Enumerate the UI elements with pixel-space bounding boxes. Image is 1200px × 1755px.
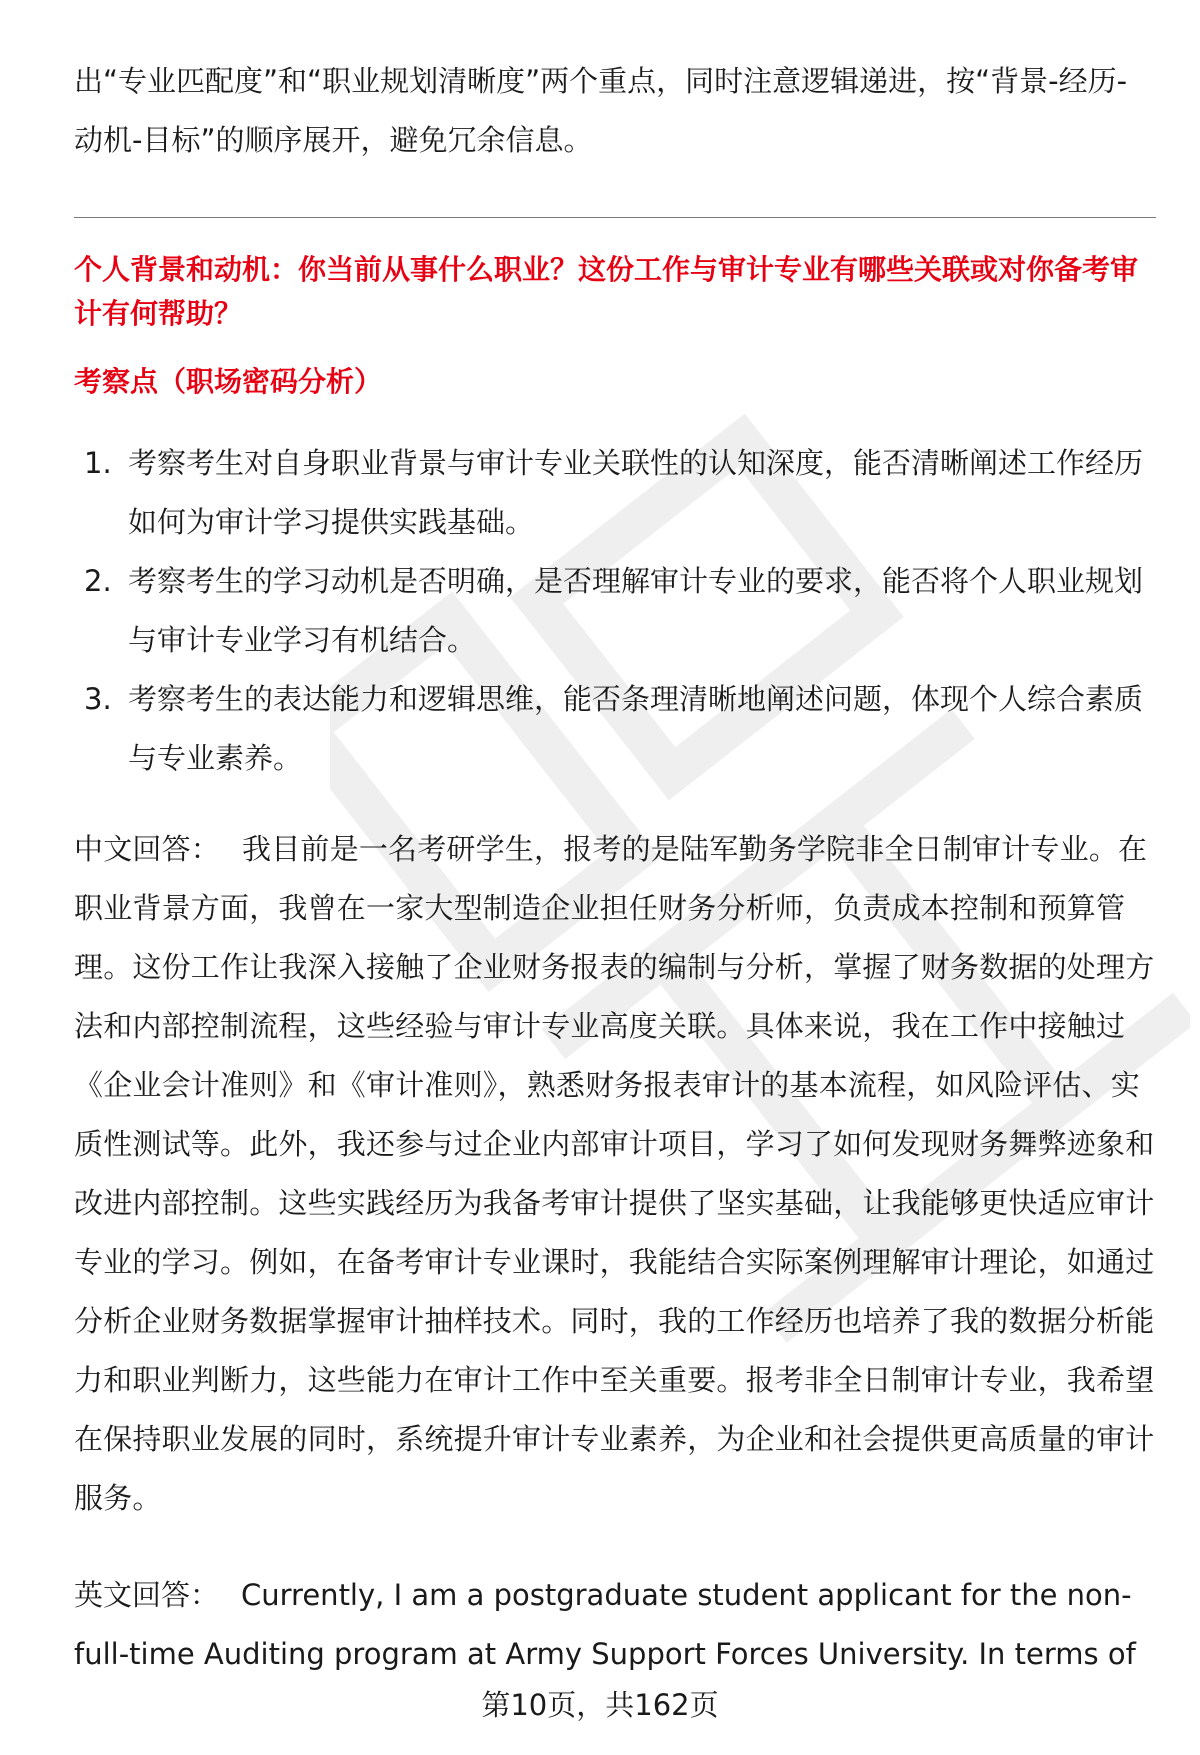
assessment-subheading: 考察点（职场密码分析）	[74, 365, 383, 398]
english-answer	[74, 1566, 1160, 1684]
question-heading: 个人背景和动机：你当前从事什么职业？这份工作与审计专业有哪些关联或对你备考审计有何帮助？	[74, 253, 1139, 330]
list-item-text: 考察考生的表达能力和逻辑思维，能否条理清晰地阐述问题，体现个人综合素质与专业素养。	[128, 682, 1144, 775]
list-item-number: 3.	[84, 682, 112, 716]
list-item-text: 考察考生对自身职业背景与审计专业关联性的认知深度，能否清晰阐述工作经历如何为审计学习提供实践基础。	[128, 446, 1144, 539]
list-item	[74, 552, 1160, 670]
chinese-answer	[74, 820, 1160, 1528]
list-item	[74, 670, 1160, 788]
chinese-answer-text: 我目前是一名考研学生，报考的是陆军勤务学院非全日制审计专业。在职业背景方面，我曾在一家大型制造企业担任财务分析师，负责成本控制和预算管理。这份工作让我深入接触了企业财务报表的编制与分析，掌握了财务数据的处理方法和内部控制流程，这些经验与审计专业高度关联。具体来说，我在工作中接触过《企业会计准则》和《审计准则》，熟悉财务报表审计的基本流程，如风险评估、实质性测试等。此外，我还参与过企业内部审计项目，学习了如何发现财务舞弊迹象和改进内部控制。这些实践经历为我备考审计提供了坚实基础，让我能够更快适应审计专业的学习。例如，在备考审计专业课时，我能结合实际案例理解审计理论，如通过分析企业财务数据掌握审计抽样技术。同时，我的工作经历也培养了我的数据分析能力和职业判断力，这些能力在审计工作中至关重要。报考非全日制审计专业，我希望在保持职业发展的同时，系统提升审计专业素养，为企业和社会提供更高质量的审计服务。	[74, 832, 1155, 1515]
page-number-footer: 第10页，共162页	[481, 1688, 719, 1722]
list-item-number: 2.	[84, 564, 112, 598]
assessment-points-list	[74, 434, 1160, 788]
section-divider	[74, 217, 1156, 218]
list-item-text: 考察考生的学习动机是否明确，是否理解审计专业的要求，能否将个人职业规划与审计专业学习有机结合。	[128, 564, 1144, 657]
english-answer-text: Currently, I am a postgraduate student applicant for the non-full-time Auditing program at Army Support Forces University. In terms of	[74, 1578, 1136, 1671]
english-answer-label: 英文回答：	[74, 1578, 220, 1612]
list-item-number: 1.	[84, 446, 112, 480]
intro-paragraph: 出“专业匹配度”和“职业规划清晰度”两个重点，同时注意逻辑递进，按“背景-经历-动机-目标”的顺序展开，避免冗余信息。	[74, 64, 1128, 157]
list-item	[74, 434, 1160, 552]
chinese-answer-label: 中文回答：	[74, 832, 221, 866]
